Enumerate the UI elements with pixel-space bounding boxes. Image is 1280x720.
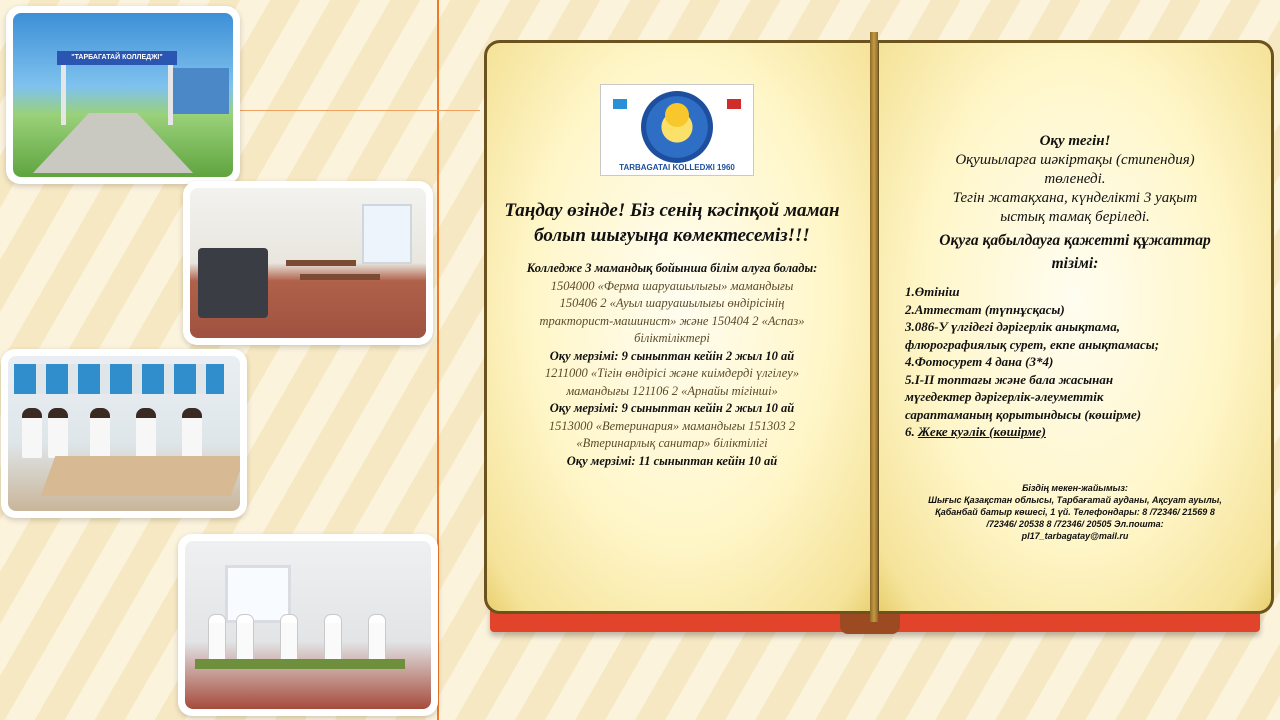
contact-line: Қабанбай батыр көшесі, 1 үй. Телефондары: 8 /72346/ 21569 8 <box>935 507 1215 517</box>
documents-title-line1: Оқуға қабылдауға қажетті құжаттар <box>939 232 1211 249</box>
benefit-line: Оқу тегін! <box>1039 133 1111 149</box>
headline: Таңдау өзінде! Біз сенің кәсіпқой маман болып шығуыңа көмектесеміз!!! <box>504 200 840 246</box>
contact-title: Біздің мекен-жайымыз: <box>1022 483 1128 493</box>
logo-caption: TARBAGATAI KOLLEDЖI 1960 <box>619 163 735 172</box>
documents-title <box>895 229 1255 275</box>
program-line: 1211000 «Тігін өндірісі және киімдерді үлгілеу» <box>544 366 800 380</box>
orange-horizontal-divider <box>230 110 480 111</box>
document-item <box>905 423 1255 441</box>
program-line: «Втеринарлық санитар» біліктілігі <box>576 436 768 450</box>
document-item-underlined: Жеке куәлік (көшірме) <box>918 424 1046 439</box>
document-item: 2.Аттестат (түпнұсқасы) <box>905 301 1065 317</box>
program-line: Оқу мерзімі: 11 сыныптан кейін 10 ай <box>566 453 778 468</box>
photo-workshop <box>183 181 433 345</box>
document-item: 4.Фотосурет 4 дана (3*4) <box>905 354 1054 369</box>
contact-info <box>905 482 1245 542</box>
flag-icon <box>727 99 741 109</box>
benefit-line: төленеді. <box>1044 171 1106 187</box>
program-line: Оқу мерзімі: 9 сыныптан кейін 2 жыл 10 ай <box>549 401 795 415</box>
document-item-number: 6. <box>905 424 918 439</box>
benefit-line: Оқушыларға шәкіртақы (стипендия) <box>955 152 1195 168</box>
college-logo <box>600 84 754 176</box>
book-spine <box>870 32 878 622</box>
contact-line: /72346/ 20538 8 /72346/ 20505 Эл.пошта: <box>986 519 1164 529</box>
contact-line: Шығыс Қазақстан облысы, Тарбағатай ауданы, Ақсуат ауылы, <box>928 495 1222 505</box>
sun-icon <box>665 103 689 127</box>
program-line: 150406 2 «Ауыл шаруашылығы өндірісінің <box>559 296 785 310</box>
program-line: 1504000 «Ферма шаруашылығы» мамандығы <box>550 278 794 293</box>
photo-college-entrance <box>6 6 240 184</box>
emblem-icon <box>641 91 713 163</box>
document-item: сараптаманың қорытындысы (көшірме) <box>905 406 1142 422</box>
programs-list <box>497 260 847 470</box>
right-page-text <box>895 132 1255 441</box>
contact-email: pl17_tarbagatay@mail.ru <box>1021 531 1129 541</box>
document-item: 5.I-II топтағы және бала жасынан <box>905 371 1114 387</box>
flag-icon <box>613 99 627 109</box>
left-page-text <box>497 198 847 470</box>
program-line: біліктіліктері <box>634 331 710 345</box>
program-line: Колледже 3 мамандық бойынша білім алуға болады: <box>526 261 818 275</box>
program-line: Оқу мерзімі: 9 сыныптан кейін 2 жыл 10 ай <box>549 348 795 363</box>
documents-list <box>895 283 1255 441</box>
document-item: мүгедектер дәрігерлік-әлеуметтік <box>905 389 1104 404</box>
document-item: 3.086-У үлгідегі дәрігерлік анықтама, <box>905 319 1120 334</box>
benefit-line: Тегін жатақхана, күнделікті 3 уақыт <box>952 190 1198 206</box>
benefit-line: ыстық тамақ беріледі. <box>1000 209 1150 225</box>
college-gate-sign: "ТАРБАГАТАЙ КОЛЛЕДЖІ" <box>71 54 163 61</box>
photo-cooking-class <box>178 534 438 716</box>
program-line: тракторист-машинист» және 150404 2 «Аспаз» <box>539 313 805 328</box>
benefits-list <box>895 132 1255 227</box>
program-line: мамандығы 121106 2 «Арнайы тігінші» <box>566 383 778 398</box>
document-item: 1.Өтініш <box>905 284 960 299</box>
photo-classroom <box>1 349 247 518</box>
program-line: 1513000 «Ветеринария» мамандығы 151303 2 <box>548 418 796 433</box>
document-item: флюрографиялық сурет, екпе анықтамасы; <box>905 336 1160 352</box>
documents-title-line2: тізімі: <box>1051 255 1099 272</box>
